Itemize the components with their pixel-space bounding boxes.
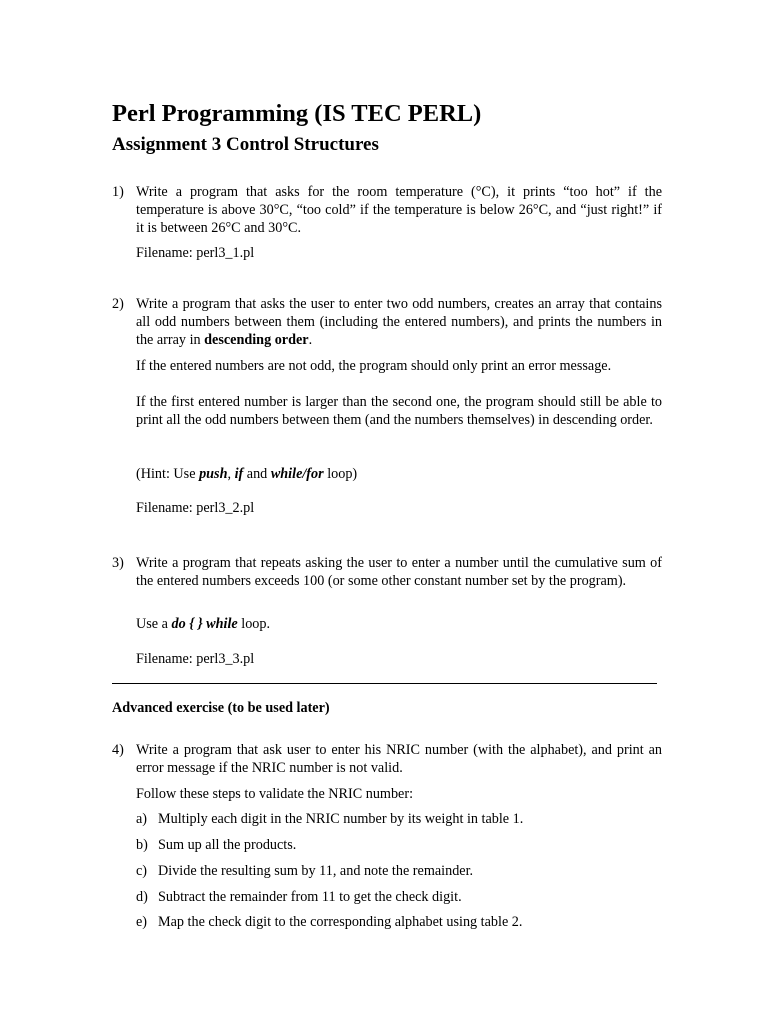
question-text: Write a program that asks for the room temperature (°C), it prints “too hot” if the temperature is above 30°C, “too cold” if the temperature is below 26°C, and “just right!” if it is between 26°C and 30°C. [136, 184, 662, 236]
question-number: 3) [112, 555, 124, 571]
question-2 [112, 295, 662, 349]
question-1-filename: Filename: perl3_1.pl [136, 245, 255, 261]
question-text: Write a program that ask user to enter his NRIC number (with the alphabet), and print an error message if the NRIC number is not valid. [136, 742, 662, 776]
question-3 [112, 554, 662, 590]
keyword-do-while: do { } while [171, 616, 238, 632]
step-text: Divide the resulting sum by 11, and note the remainder. [158, 863, 474, 879]
step-label: d) [136, 889, 148, 905]
step-text: Map the check digit to the corresponding alphabet using table 2. [158, 914, 523, 930]
question-number: 1) [112, 184, 124, 200]
step-a [136, 810, 662, 828]
question-3-filename: Filename: perl3_3.pl [136, 651, 255, 667]
step-c [136, 862, 662, 880]
question-2-filename: Filename: perl3_2.pl [136, 500, 255, 516]
keyword-while-for: while/for [270, 466, 324, 482]
question-text: Write a program that repeats asking the user to enter a number until the cumulative sum of the entered numbers exceeds 100 (or some other constant number set by the program). [136, 555, 662, 589]
question-number: 2) [112, 296, 124, 312]
question-3-use: Use a do { } while loop. [136, 616, 271, 632]
question-2-hint: (Hint: Use push, if and while/for loop) [136, 466, 358, 482]
assignment-subtitle: Assignment 3 Control Structures [112, 134, 379, 155]
emphasis-descending-order: descending order [204, 332, 309, 348]
question-number: 4) [112, 742, 124, 758]
question-2-error-note: If the entered numbers are not odd, the program should only print an error message. [136, 358, 612, 374]
advanced-heading: Advanced exercise (to be used later) [112, 700, 330, 716]
question-text: Write a program that asks the user to enter two odd numbers, creates an array that contains all odd numbers between them (including the entered numbers), and prints the numbers in the array in descending order. [136, 296, 662, 348]
question-4 [112, 741, 662, 777]
steps-intro: Follow these steps to validate the NRIC number: [136, 786, 414, 802]
keyword-push: push [199, 466, 228, 482]
step-label: b) [136, 837, 148, 853]
page-title: Perl Programming (IS TEC PERL) [112, 100, 482, 127]
keyword-if: if [234, 466, 244, 482]
step-text: Multiply each digit in the NRIC number by its weight in table 1. [158, 811, 524, 827]
step-e [136, 913, 662, 931]
step-label: c) [136, 863, 148, 879]
question-2-larger-note: If the first entered number is larger than the second one, the program should still be able to print all the odd numbers between them (and the numbers themselves) in descending order. [136, 394, 662, 428]
section-divider [112, 683, 657, 684]
question-1 [112, 183, 662, 237]
step-label: a) [136, 811, 148, 827]
step-d [136, 888, 662, 906]
step-b [136, 836, 662, 854]
step-text: Subtract the remainder from 11 to get the check digit. [158, 889, 462, 905]
step-text: Sum up all the products. [158, 837, 297, 853]
step-label: e) [136, 914, 148, 930]
